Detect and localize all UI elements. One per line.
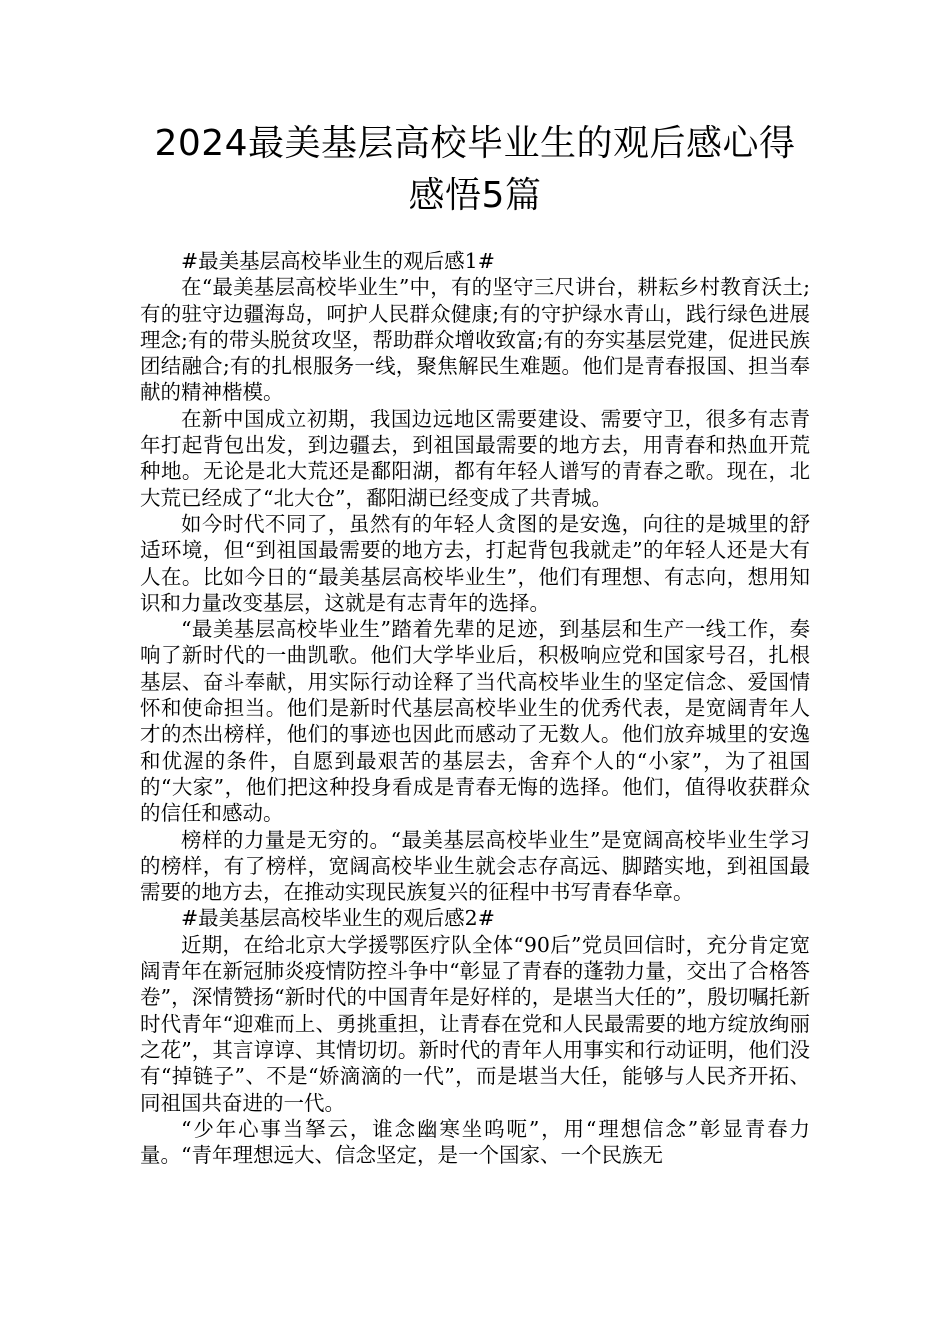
paragraph: 在“最美基层高校毕业生”中，有的坚守三尺讲台，耕耘乡村教育沃土;有的驻守边疆海岛，呵护人民群众健康;有的守护绿水青山，践行绿色进展理念;有的带头脱贫攻坚，帮助群众增收致富;有的夯实基层党建，促进民族团结融合;有的扎根服务一线，聚焦解民生难题。他们是青春报国、担当奉献的精神楷模。 <box>140 275 810 405</box>
paragraph: 榜样的力量是无穷的。“最美基层高校毕业生”是宽阔高校毕业生学习的榜样，有了榜样，宽阔高校毕业生就会志存高远、脚踏实地，到祖国最需要的地方去，在推动实现民族复兴的征程中书写青春华章。 <box>140 827 810 905</box>
document-title <box>130 118 820 222</box>
paragraph: 在新中国成立初期，我国边远地区需要建设、需要守卫，很多有志青年打起背包出发，到边疆去，到祖国最需要的地方去，用青春和热血开荒种地。无论是北大荒还是鄱阳湖，都有年轻人谱写的青春之歌。现在，北大荒已经成了“北大仓”，鄱阳湖已经变成了共青城。 <box>140 406 810 510</box>
section-heading-2: #最美基层高校毕业生的观后感2# <box>181 906 495 931</box>
title-line-2: 感悟5篇 <box>408 175 542 216</box>
section-heading-1: #最美基层高校毕业生的观后感1# <box>181 249 495 273</box>
title-line-1: 2024最美基层高校毕业生的观后感心得 <box>154 123 796 164</box>
paragraph: 如今时代不同了，虽然有的年轻人贪图的是安逸，向往的是城里的舒适环境，但“到祖国最需要的地方去，打起背包我就走”的年轻人还是大有人在。比如今日的“最美基层高校毕业生”，他们有理想、有志向，想用知识和力量改变基层，这就是有志青年的选择。 <box>140 511 810 615</box>
paragraph: 近期，在给北京大学援鄂医疗队全体“90后”党员回信时，充分肯定宽阔青年在新冠肺炎疫情防控斗争中“彰显了青春的蓬勃力量，交出了合格答卷”，深情赞扬“新时代的中国青年是好样的，是堪当大任的”，殷切嘱托新时代青年“迎难而上、勇挑重担，让青春在党和人民最需要的地方绽放绚丽之花”，其言谆谆、其情切切。新时代的青年人用事实和行动证明，他们没有“掉链子”、不是“娇滴滴的一代”，而是堪当大任，能够与人民齐开拓、同祖国共奋进的一代。 <box>140 932 810 1115</box>
document-body <box>140 248 810 1168</box>
paragraph: “少年心事当拏云，谁念幽寒坐呜呃”，用“理想信念”彰显青春力量。“青年理想远大、信念坚定，是一个国家、一个民族无 <box>140 1116 810 1168</box>
paragraph: “最美基层高校毕业生”踏着先辈的足迹，到基层和生产一线工作，奏响了新时代的一曲凯歌。他们大学毕业后，积极响应党和国家号召，扎根基层、奋斗奉献，用实际行动诠释了当代高校毕业生的坚定信念、爱国情怀和使命担当。他们是新时代基层高校毕业生的优秀代表，是宽阔青年人才的杰出榜样，他们的事迹也因此而感动了无数人。他们放弃城里的安逸和优渥的条件，自愿到最艰苦的基层去，舍弃个人的“小家”，为了祖国的“大家”，他们把这种投身看成是青春无悔的选择。他们，值得收获群众的信任和感动。 <box>140 617 810 826</box>
